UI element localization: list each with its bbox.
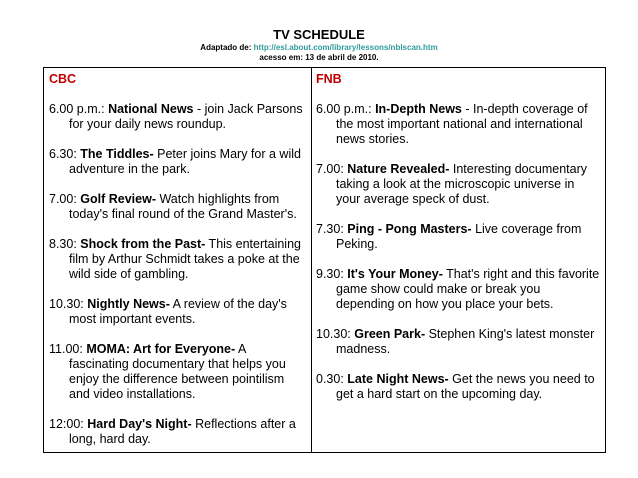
entry-desc: A review of the day's most important events. bbox=[69, 297, 287, 326]
access-date: acesso em: 13 de abril de 2010. bbox=[259, 53, 379, 62]
source-line bbox=[0, 43, 638, 53]
entry-show: MOMA: Art for Everyone- bbox=[86, 342, 236, 356]
entry-show: Hard Day's Night- bbox=[87, 417, 192, 431]
entry-desc: Interesting documentary taking a look at the microscopic universe in your average speck of dust. bbox=[336, 162, 587, 206]
entry-desc: Get the news you need to get a hard start on the upcoming day. bbox=[336, 372, 595, 401]
column-divider bbox=[311, 68, 312, 452]
schedule-entry bbox=[49, 342, 307, 402]
entry-show: National News bbox=[108, 102, 194, 116]
page-title: TV SCHEDULE bbox=[273, 27, 365, 42]
schedule-entry bbox=[49, 297, 307, 327]
entry-desc: - In-depth coverage of the most important national and international news stories. bbox=[336, 102, 588, 146]
entry-time: 7.30: bbox=[316, 222, 348, 236]
entry-show: Golf Review- bbox=[80, 192, 156, 206]
entry-show: The Tiddles- bbox=[80, 147, 154, 161]
schedule-entry bbox=[316, 222, 600, 252]
entry-desc: Reflections after a long, hard day. bbox=[69, 417, 296, 446]
channel-column-fnb bbox=[316, 72, 600, 402]
schedule-entry bbox=[49, 417, 307, 447]
schedule-entry bbox=[49, 147, 307, 177]
source-link[interactable]: http://esl.about.com/library/lessons/nblscan.htm bbox=[253, 43, 438, 52]
entry-time: 12:00: bbox=[49, 417, 88, 431]
entry-desc: A fascinating documentary that helps you enjoy the difference between pointilism and video installations. bbox=[69, 342, 286, 401]
entry-show: Nature Revealed- bbox=[347, 162, 450, 176]
entry-show: It's Your Money- bbox=[347, 267, 443, 281]
entry-time: 6.00 p.m.: bbox=[49, 102, 109, 116]
channel-column-cbc bbox=[49, 72, 307, 447]
entry-time: 7.00: bbox=[49, 192, 81, 206]
entry-show: Late Night News- bbox=[347, 372, 449, 386]
source-label: Adaptado de: bbox=[200, 43, 254, 52]
schedule-entry bbox=[316, 102, 600, 147]
schedule-entry bbox=[49, 192, 307, 222]
entry-desc: That's right and this favorite game show could make or break you depending on how you place your bets. bbox=[336, 267, 600, 311]
entry-time: 10.30: bbox=[316, 327, 355, 341]
entry-time: 11.00: bbox=[49, 342, 87, 356]
channel-heading: FNB bbox=[316, 72, 342, 86]
entry-desc: Peter joins Mary for a wild adventure in the park. bbox=[69, 147, 301, 176]
schedule-entry bbox=[316, 267, 600, 312]
schedule-table bbox=[43, 67, 606, 453]
entry-desc: Watch highlights from today's final round of the Grand Master's. bbox=[69, 192, 297, 221]
entry-time: 8.30: bbox=[49, 237, 81, 251]
entry-show: Nightly News- bbox=[87, 297, 170, 311]
spacer bbox=[49, 177, 307, 192]
entry-desc: Live coverage from Peking. bbox=[336, 222, 582, 251]
schedule-entry bbox=[316, 162, 600, 207]
entry-show: Ping - Pong Masters- bbox=[347, 222, 472, 236]
schedule-entry bbox=[49, 237, 307, 282]
entry-time: 9.30: bbox=[316, 267, 348, 281]
entry-show: Green Park- bbox=[354, 327, 426, 341]
entry-time: 0.30: bbox=[316, 372, 348, 386]
entry-time: 7.00: bbox=[316, 162, 348, 176]
schedule-entry bbox=[49, 102, 307, 132]
entry-desc: Stephen King's latest monster madness. bbox=[336, 327, 595, 356]
entry-show: In-Depth News bbox=[375, 102, 462, 116]
entry-time: 6.30: bbox=[49, 147, 81, 161]
entry-time: 6.00 p.m.: bbox=[316, 102, 376, 116]
schedule-entry bbox=[316, 327, 600, 357]
entry-desc: This entertaining film by Arthur Schmidt takes a poke at the wild side of gambling. bbox=[69, 237, 301, 281]
schedule-entry bbox=[316, 372, 600, 402]
entry-desc: - join Jack Parsons for your daily news roundup. bbox=[69, 102, 303, 131]
channel-heading: CBC bbox=[49, 72, 77, 86]
entry-time: 10.30: bbox=[49, 297, 88, 311]
entry-show: Shock from the Past- bbox=[80, 237, 206, 251]
